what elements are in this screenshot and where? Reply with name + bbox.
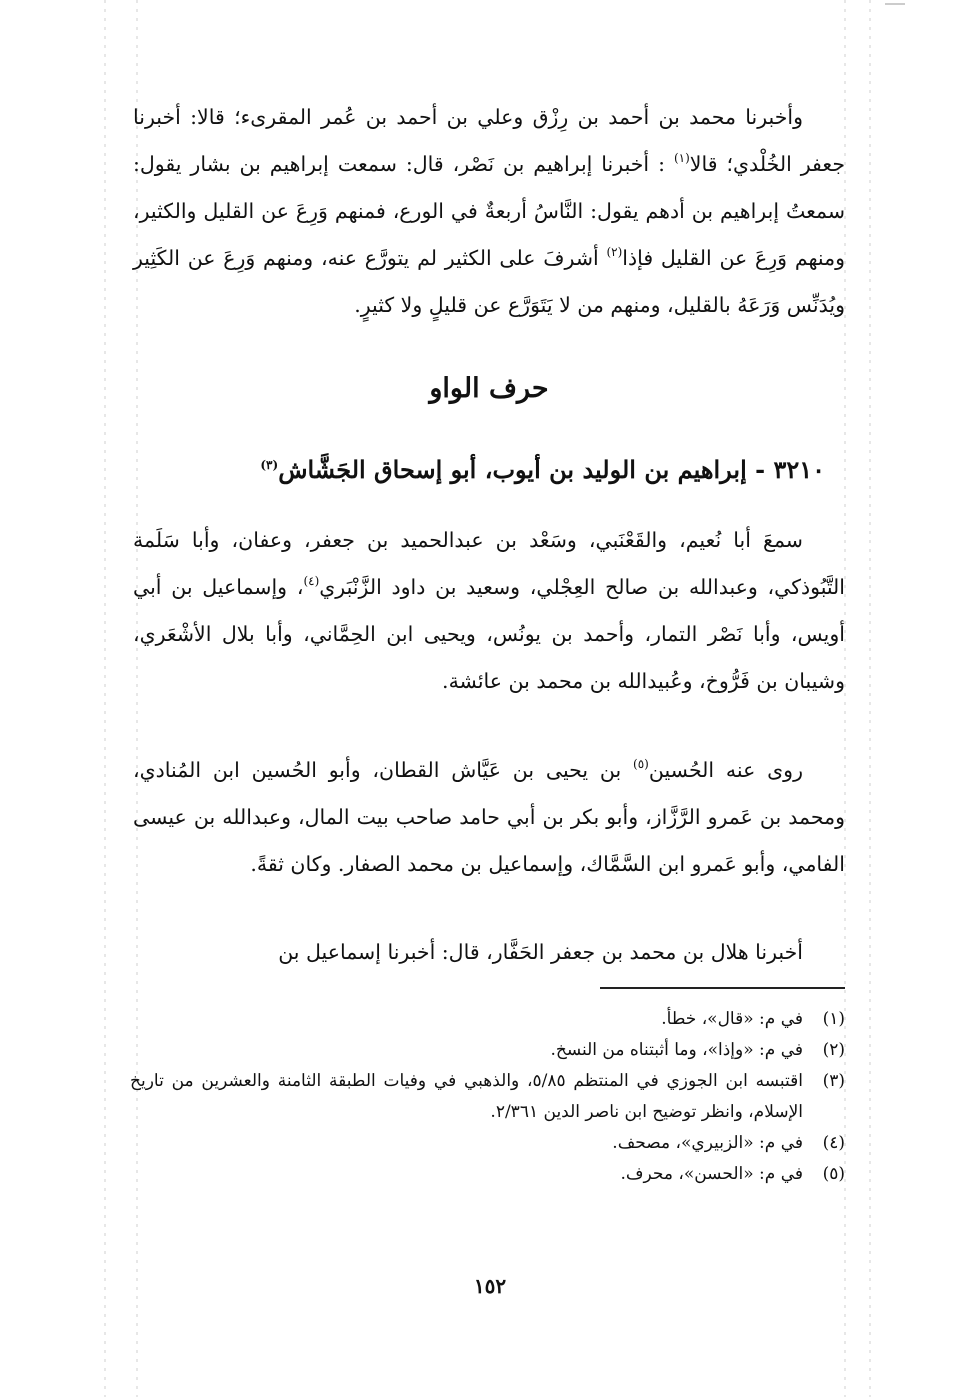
footnote-number: (١) — [822, 1009, 845, 1029]
narrators-text-continued: بن يحيى بن عَيَّاش القطان، وأبو الحُسين ابن المُنادي، ومحمد بن عَمرو الرَّزَّاز، وأبو بكر بن أبي حامد صاحب بيت المال، وعبدالله بن عيسى الفامي، وأبو عَمرو ابن السَّمَّاك، وإسماعيل بن محمد الصفار. وكان ثقةً. — [133, 758, 845, 876]
entry-number: ٣٢١٠ — [773, 455, 825, 484]
section-heading: حرف الواو — [429, 373, 549, 404]
entry-biography — [133, 517, 845, 705]
footnote-3 — [130, 1066, 845, 1128]
footnote-ref-2[interactable]: (٢) — [606, 245, 623, 259]
intro-text-continued: : أخبرنا إبراهيم بن نَصْر، قال: سمعت إبراهيم بن بشار يقول: سمعتُ إبراهيم بن أدهم يقول: النَّاسُ أربعةٌ في الورع، فمنهم وَرِعَ عن القليل والكثير، ومنهم وَرِعَ عن القليل فإذا — [133, 152, 845, 270]
footnote-text: في م: «وإذا»، وما أثبتناه من النسخ. — [550, 1040, 803, 1060]
narrators-text: روى عنه الحُسين — [648, 758, 803, 782]
footnote-separator — [600, 987, 845, 989]
footnotes-list — [130, 1004, 845, 1190]
footnote-ref-4[interactable]: (٤) — [303, 574, 320, 588]
footnote-ref-5[interactable]: (٥) — [633, 757, 649, 771]
entry-title: - إبراهيم بن الوليد بن أيوب، أبو إسحاق الجَشَّاش — [278, 455, 766, 484]
footnote-number: (٥) — [822, 1164, 845, 1184]
biography-text: سمعَ أبا نُعيم، والقَعْنَبي، وسَعْد بن عبدالحميد بن جعفر، وعفان، وأبا سَلَمة التَّبُوذكي، وعبدالله بن صالح العِجْلي، وسعيد بن داود الزَّنْبَري — [133, 528, 846, 599]
entry-isnad — [133, 929, 845, 976]
footnote-2 — [130, 1035, 845, 1066]
intro-text: وأخبرنا محمد بن أحمد بن رِزْق وعلي بن أحمد بن عُمر المقرىء؛ قالا: أخبرنا جعفر الخُلْدي؛ قالا — [133, 105, 845, 176]
footnote-ref-3[interactable]: (٣) — [260, 458, 279, 472]
footnote-text: في م: «قال»، خطأ. — [661, 1009, 803, 1029]
footnote-ref-1[interactable]: (١) — [673, 151, 690, 165]
intro-paragraph — [133, 94, 845, 329]
isnad-text: أخبرنا هلال بن محمد بن جعفر الحَفَّار، قال: أخبرنا إسماعيل بن — [278, 940, 803, 964]
footnote-5 — [130, 1159, 845, 1190]
footnote-4 — [130, 1128, 845, 1159]
footnote-text: في م: «الحسن»، محرف. — [620, 1164, 803, 1184]
footnote-1 — [130, 1004, 845, 1035]
footnote-text: اقتبسه ابن الجوزي في المنتظم ٥/٨٥، والذهبي في وفيات الطبقة الثامنة والعشرين من تاريخ الإسلام، وانظر توضيح ابن ناصر الدين ٢/٣٦١. — [130, 1071, 803, 1122]
footnote-number: (٢) — [822, 1040, 845, 1060]
footnote-text: في م: «الزبيري»، مصحف. — [612, 1133, 803, 1153]
page-number: ١٥٢ — [473, 1274, 507, 1298]
intro-text-end: أشرفَ على الكثير لم يتورَّع عنه، ومنهم وَرِعَ عن الكَثِير ويُدَنِّس وَرَعَهُ بالقليل، ومنهم من لا يَتَوَرَّع عن قليلٍ ولا كثيرٍ. — [133, 246, 845, 317]
entry-narrators — [133, 747, 845, 888]
biography-text-continued: ، وإسماعيل بن أبي أويس، وأبا نَصْر التمار، وأحمد بن يونُس، ويحيى ابن الحِمَّاني، وأبا بلال الأشْعَري، وشيبان بن فَرُّوخ، وعُبيدالله بن محمد بن عائشة. — [133, 575, 845, 693]
entry-heading — [133, 447, 845, 493]
footnote-number: (٣) — [822, 1071, 845, 1091]
footnote-number: (٤) — [822, 1133, 845, 1153]
